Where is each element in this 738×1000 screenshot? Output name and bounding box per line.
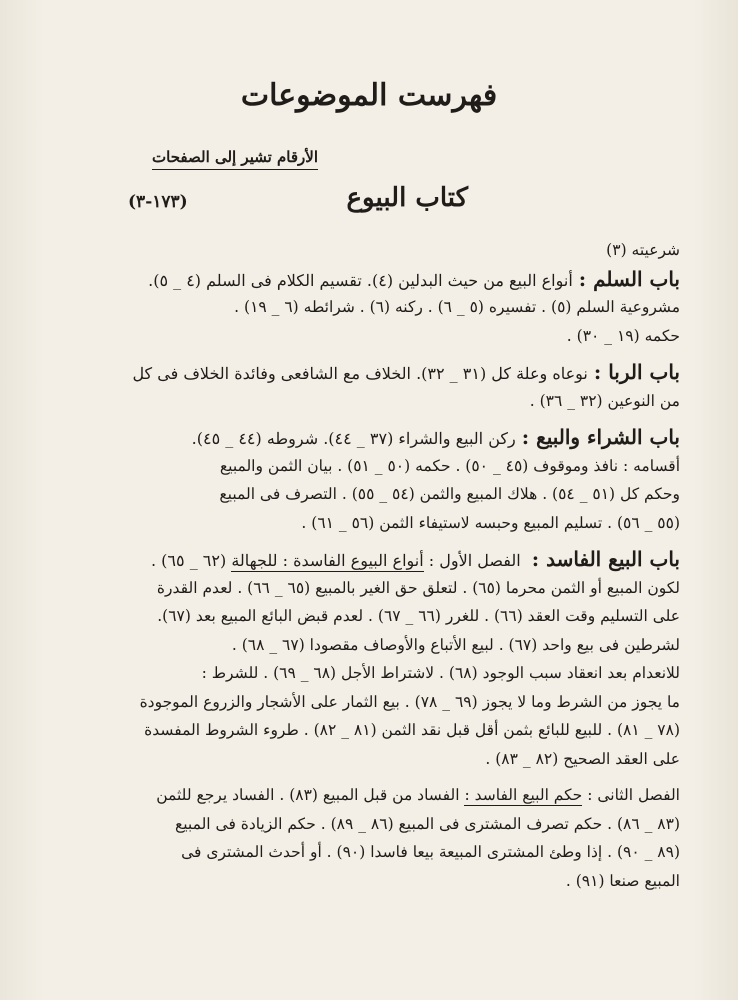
index-line <box>50 322 680 351</box>
page-title: فهرست الموضوعات <box>240 78 498 113</box>
index-line <box>50 602 680 631</box>
line-text: لشرطين فى بيع واحد (٦٧) . لبيع الأتباع والأوصاف مقصودا (٦٧ _ ٦٨) . <box>231 635 680 654</box>
index-line <box>50 716 680 745</box>
index-line <box>50 387 680 416</box>
line-text: على العقد الصحيح (٨٢ _ ٨٣) . <box>485 749 680 768</box>
index-line <box>50 480 680 509</box>
line-text: للانعدام بعد انعقاد سبب الوجود (٦٨) . لاشتراط الأجل (٦٨ _ ٦٩) . للشرط : <box>201 664 680 682</box>
line-text: (٨٣ _ ٨٦) . حكم تصرف المشترى فى المبيع (٨٦ _ ٨٩) . حكم الزيادة فى المبيع <box>175 814 680 833</box>
section-riba <box>50 358 680 387</box>
chapter-label: الفصل الأول : <box>428 551 521 570</box>
line-text: مشروعية السلم (٥) . تفسيره (٥ _ ٦) . ركنه (٦) . شرائطه (٦ _ ١٩) . <box>234 298 680 316</box>
line-text: وحكم كل (٥١ _ ٥٤) . هلاك المبيع والثمن (٥٤ _ ٥٥) . التصرف فى المبيع <box>219 485 680 503</box>
line-text: (٨٩ _ ٩٠) . إذا وطئ المشترى المبيعة بيعا فاسدا (٩٠) . أو أحدث المشترى فى <box>181 843 680 861</box>
index-line <box>50 688 680 717</box>
chapter-subheading: أنواع البيوع الفاسدة : للجهالة <box>231 551 424 570</box>
book-page-range: (١٧٣-٣) <box>128 192 188 212</box>
line-text: لكون المبيع أو الثمن محرما (٦٥) . لتعلق حق الغير بالمبيع (٦٥ _ ٦٦) . لعدم القدرة <box>156 578 680 597</box>
line-text: ركن البيع والشراء (٣٧ _ ٤٤). شروطه (٤٤ _ ٤٥). <box>191 429 516 448</box>
section-bay-fasid <box>50 545 680 574</box>
index-line <box>50 631 680 660</box>
index-line <box>50 574 680 603</box>
chapter-two-line <box>50 781 680 810</box>
section-heading: باب الربا : <box>593 360 680 384</box>
section-heading: باب الشراء والبيع : <box>521 425 680 449</box>
index-line <box>50 867 680 896</box>
line-text: ما يجوز من الشرط وما لا يجوز (٦٩ _ ٧٨) . بيع الثمار على الأشجار والزروع الموجودة <box>139 692 680 711</box>
line-text: الفساد من قبل المبيع (٨٣) . الفساد يرجع للثمن <box>156 786 460 804</box>
index-content <box>50 236 680 895</box>
section-shira <box>50 423 680 452</box>
line-text: أنواع البيع من حيث البدلين (٤). تقسيم الكلام فى السلم (٤ _ ٥). <box>148 270 573 290</box>
index-line <box>50 810 680 839</box>
line-text: حكمه (١٩ _ ٣٠) . <box>566 326 680 345</box>
line-text: (٥٥ _ ٥٦) . تسليم المبيع وحبسه لاستيفاء الثمن (٥٦ _ ٦١) . <box>301 513 680 532</box>
index-line <box>50 838 680 867</box>
line-text: نوعاه وعلة كل (٣١ _ ٣٢). الخلاف مع الشافعى وفائدة الخلاف فى كل <box>132 364 588 383</box>
index-line <box>50 659 680 688</box>
chapter-subheading: حكم البيع الفاسد : <box>464 786 583 804</box>
book-title: كتاب البيوع <box>346 183 468 213</box>
line-text: (٧٨ _ ٨١) . للبيع للبائع بثمن أقل قبل نقد الثمن (٨١ _ ٨٢) . طروء الشروط المفسدة <box>144 721 680 739</box>
index-line <box>50 236 680 265</box>
index-line <box>50 293 680 322</box>
index-line <box>50 745 680 774</box>
line-text: على التسليم وقت العقد (٦٦) . للغرر (٦٦ _ ٦٧) . لعدم قبض البائع المبيع بعد (٦٧). <box>157 607 680 625</box>
line-text: شرعيته (٣) <box>606 241 680 259</box>
index-line <box>50 452 680 481</box>
page-numbers-note: الأرقام تشير إلى الصفحات <box>152 148 318 170</box>
line-text: (٦٢ _ ٦٥) . <box>151 551 227 570</box>
line-text: من النوعين (٣٢ _ ٣٦) . <box>529 391 680 410</box>
section-salam <box>50 265 680 294</box>
index-line <box>50 509 680 538</box>
chapter-label: الفصل الثانى : <box>587 786 680 804</box>
section-heading: باب السلم : <box>578 266 680 291</box>
section-heading: باب البيع الفاسد : <box>531 547 680 571</box>
line-text: المبيع صنعا (٩١) . <box>565 871 680 890</box>
line-text: أقسامه : نافذ وموقوف (٤٥ _ ٥٠) . حكمه (٥٠ _ ٥١) . بيان الثمن والمبيع <box>219 456 680 475</box>
